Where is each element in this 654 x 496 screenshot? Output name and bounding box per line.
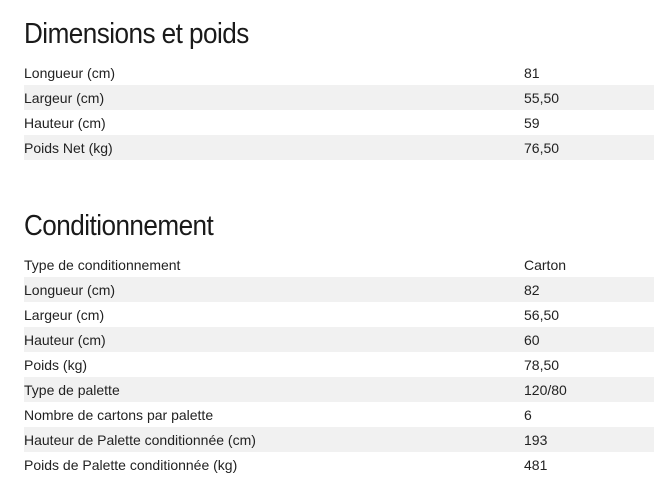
table-row bbox=[24, 135, 654, 160]
row-label: Hauteur de Palette conditionnée (cm) bbox=[24, 431, 256, 448]
row-value: 120/80 bbox=[524, 381, 567, 398]
dimensions-title: Dimensions et poids bbox=[24, 18, 249, 50]
dimensions-table bbox=[24, 60, 654, 160]
row-value: 76,50 bbox=[524, 139, 560, 156]
row-label: Hauteur (cm) bbox=[24, 114, 106, 131]
table-row bbox=[24, 85, 654, 110]
row-value: 59 bbox=[524, 114, 540, 131]
row-label: Nombre de cartons par palette bbox=[24, 406, 214, 423]
row-label: Largeur (cm) bbox=[24, 89, 105, 106]
row-value: 481 bbox=[524, 456, 548, 473]
table-row bbox=[24, 110, 654, 135]
table-row bbox=[24, 352, 654, 377]
packaging-table bbox=[24, 252, 654, 477]
row-label: Poids de Palette conditionnée (kg) bbox=[24, 456, 238, 473]
row-label: Poids (kg) bbox=[24, 356, 88, 373]
row-label: Type de palette bbox=[24, 381, 120, 398]
row-value: 6 bbox=[524, 406, 532, 423]
table-row bbox=[24, 377, 654, 402]
row-label: Poids Net (kg) bbox=[24, 139, 113, 156]
table-row bbox=[24, 402, 654, 427]
table-row bbox=[24, 327, 654, 352]
row-value: 56,50 bbox=[524, 306, 560, 323]
row-label: Hauteur (cm) bbox=[24, 331, 106, 348]
table-row bbox=[24, 252, 654, 277]
row-value: 60 bbox=[524, 331, 540, 348]
row-label: Largeur (cm) bbox=[24, 306, 105, 323]
row-label: Longueur (cm) bbox=[24, 64, 116, 81]
row-value: 82 bbox=[524, 281, 540, 298]
row-value: 55,50 bbox=[524, 89, 560, 106]
table-row bbox=[24, 427, 654, 452]
row-value: Carton bbox=[524, 256, 567, 273]
packaging-title: Conditionnement bbox=[24, 210, 214, 242]
row-value: 193 bbox=[524, 431, 548, 448]
row-value: 78,50 bbox=[524, 356, 560, 373]
row-value: 81 bbox=[524, 64, 540, 81]
table-row bbox=[24, 302, 654, 327]
table-row bbox=[24, 452, 654, 477]
table-row bbox=[24, 60, 654, 85]
row-label: Longueur (cm) bbox=[24, 281, 116, 298]
row-label: Type de conditionnement bbox=[24, 256, 181, 273]
table-row bbox=[24, 277, 654, 302]
